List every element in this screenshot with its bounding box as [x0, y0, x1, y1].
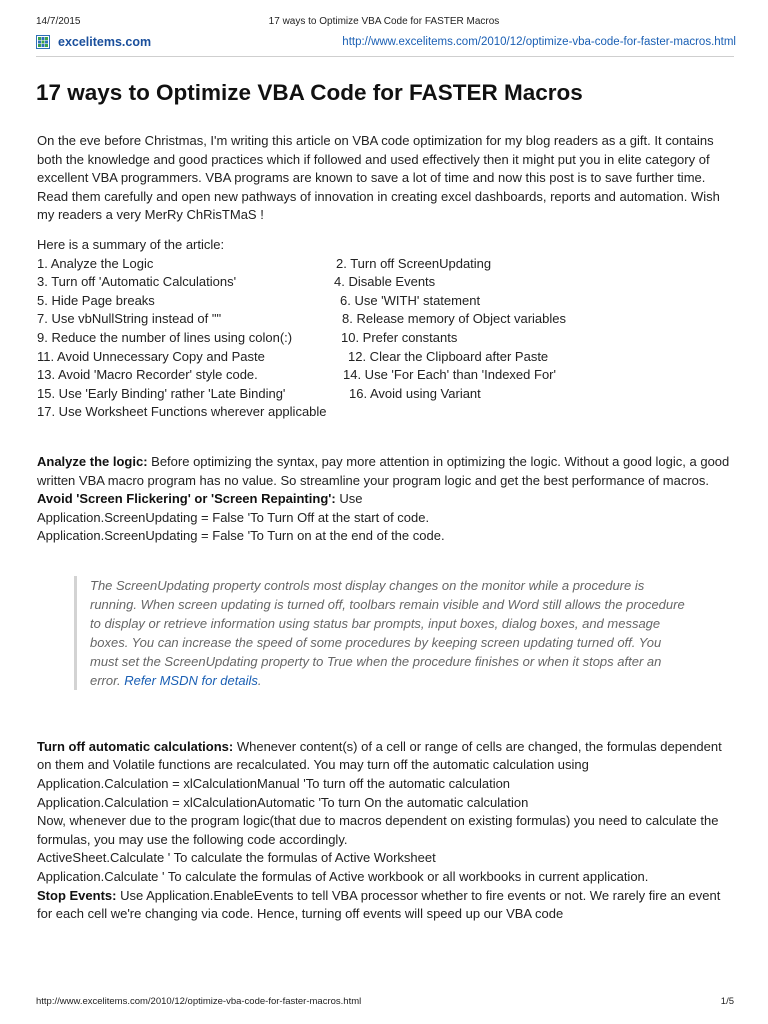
- summary-row: [37, 366, 737, 385]
- summary-item: 15. Use 'Early Binding' rather 'Late Binding': [37, 385, 286, 401]
- print-date: 14/7/2015: [36, 16, 81, 27]
- summary-item: 13. Avoid 'Macro Recorder' style code.: [37, 367, 258, 383]
- quote-text: The ScreenUpdating property controls most display changes on the monitor while a procedure is running. When screen updating is turned off, toolbars remain visible and Word still allows the procedure to display or retrieve information using status bar prompts, input boxes, dialog boxes, and message boxes. You can increase the speed of some procedures by keeping screen updating turned off. You must set the ScreenUpdating property to True when the procedure finishes or when it stops after an error.: [90, 577, 685, 688]
- article-body: [37, 132, 737, 924]
- site-url-link[interactable]: http://www.excelitems.com/2010/12/optimize-vba-code-for-faster-macros.html: [342, 36, 736, 48]
- events-section: [37, 887, 737, 924]
- summary-item: 14. Use 'For Each' than 'Indexed For': [343, 367, 556, 383]
- flicker-lead: Use: [339, 491, 363, 507]
- grid-logo-icon: [36, 35, 50, 49]
- print-page-title: 17 ways to Optimize VBA Code for FASTER Macros: [268, 16, 500, 27]
- flicker-code-line-1: Application.ScreenUpdating = False 'To Turn Off at the start of code.: [37, 509, 430, 525]
- summary-row: [37, 310, 737, 329]
- summary-list: [37, 255, 737, 422]
- footer-url: http://www.excelitems.com/2010/12/optimize-vba-code-for-faster-macros.html: [36, 996, 362, 1007]
- calc-code-line-4: ActiveSheet.Calculate ' To calculate the formulas of Active Worksheet: [37, 850, 436, 866]
- summary-item: 17. Use Worksheet Functions wherever applicable: [37, 404, 327, 420]
- intro-paragraph: On the eve before Christmas, I'm writing this article on VBA code optimization for my blog readers as a gift. It contains both the knowledge and good practices which if followed and used effectively then it might put you in elite category of excellent VBA programmers. VBA programs are known to save a lot of time and now this post is to save further time. Read them carefully and open new pathways of innovation in creating excel dashboards, reports and automation. Wish my readers a very MerRy ChRisTMaS !: [37, 133, 720, 223]
- summary-item: 7. Use vbNullString instead of "": [37, 311, 222, 327]
- analyze-section: [37, 453, 737, 490]
- calc-heading: Turn off automatic calculations:: [37, 738, 234, 754]
- flicker-section: [37, 490, 737, 509]
- summary-item: 3. Turn off 'Automatic Calculations': [37, 274, 237, 290]
- events-text: Use Application.EnableEvents to tell VBA processor whether to fire events or not. We rarely fire an event for each cell we're changing via code. Hence, turning off events will speed up our VBA code: [37, 887, 721, 922]
- calc-code-line-5: Application.Calculate ' To calculate the formulas of Active workbook or all workbooks in current application.: [37, 869, 649, 885]
- summary-row: [37, 273, 737, 292]
- summary-item: 11. Avoid Unnecessary Copy and Paste: [37, 348, 265, 364]
- summary-heading: Here is a summary of the article:: [37, 236, 225, 252]
- summary-item: 16. Avoid using Variant: [349, 385, 481, 401]
- quote-end: .: [257, 672, 262, 688]
- summary-item: 4. Disable Events: [334, 274, 436, 290]
- summary-item: 6. Use 'WITH' statement: [340, 292, 481, 308]
- summary-item: 2. Turn off ScreenUpdating: [336, 255, 492, 271]
- analyze-heading: Analyze the logic:: [37, 453, 148, 469]
- summary-item: 8. Release memory of Object variables: [342, 311, 566, 327]
- summary-item: 10. Prefer constants: [341, 329, 458, 345]
- flicker-code-line-2: Application.ScreenUpdating = False 'To Turn on at the end of the code.: [37, 528, 445, 544]
- summary-row: [37, 385, 737, 404]
- summary-item: 12. Clear the Clipboard after Paste: [348, 348, 549, 364]
- calc-code-line-1: Application.Calculation = xlCalculationManual 'To turn off the automatic calculation: [37, 776, 511, 792]
- events-heading: Stop Events:: [37, 887, 117, 903]
- footer-page-number: 1/5: [720, 996, 734, 1007]
- summary-item: 9. Reduce the number of lines using colon(:): [37, 329, 293, 345]
- msdn-link[interactable]: Refer MSDN for details: [124, 672, 258, 688]
- summary-row: [37, 403, 737, 422]
- summary-row: [37, 348, 737, 367]
- summary-row: [37, 255, 737, 274]
- calc-code-line-2: Application.Calculation = xlCalculationAutomatic 'To turn On the automatic calculation: [37, 794, 529, 810]
- calc-text: Whenever content(s) of a cell or range of cells are changed, the formulas dependent on them and Volatile functions are recalculated. You may turn off the automatic calculation using: [37, 738, 722, 773]
- summary-item: 5. Hide Page breaks: [37, 292, 155, 308]
- flicker-heading: Avoid 'Screen Flickering' or 'Screen Repainting':: [37, 491, 336, 507]
- calc-note: Now, whenever due to the program logic(that due to macros dependent on existing formulas) you need to calculate the formulas, you may use the following code accordingly.: [37, 813, 719, 847]
- print-header: [0, 0, 768, 28]
- msdn-blockquote: [74, 576, 690, 690]
- summary-row: [37, 329, 737, 348]
- article-title: 17 ways to Optimize VBA Code for FASTER Macros: [36, 80, 583, 105]
- site-bar: [36, 34, 736, 52]
- summary-row: [37, 292, 737, 311]
- header-divider: [36, 56, 734, 57]
- calc-section: [37, 738, 737, 775]
- analyze-text: Before optimizing the syntax, pay more attention in optimizing the logic. Without a good logic, a good written VBA macro program has no value. So streamline your program logic and get the best performance of macros.: [37, 453, 730, 488]
- site-name-link[interactable]: excelitems.com: [58, 35, 152, 49]
- summary-item: 1. Analyze the Logic: [37, 255, 154, 271]
